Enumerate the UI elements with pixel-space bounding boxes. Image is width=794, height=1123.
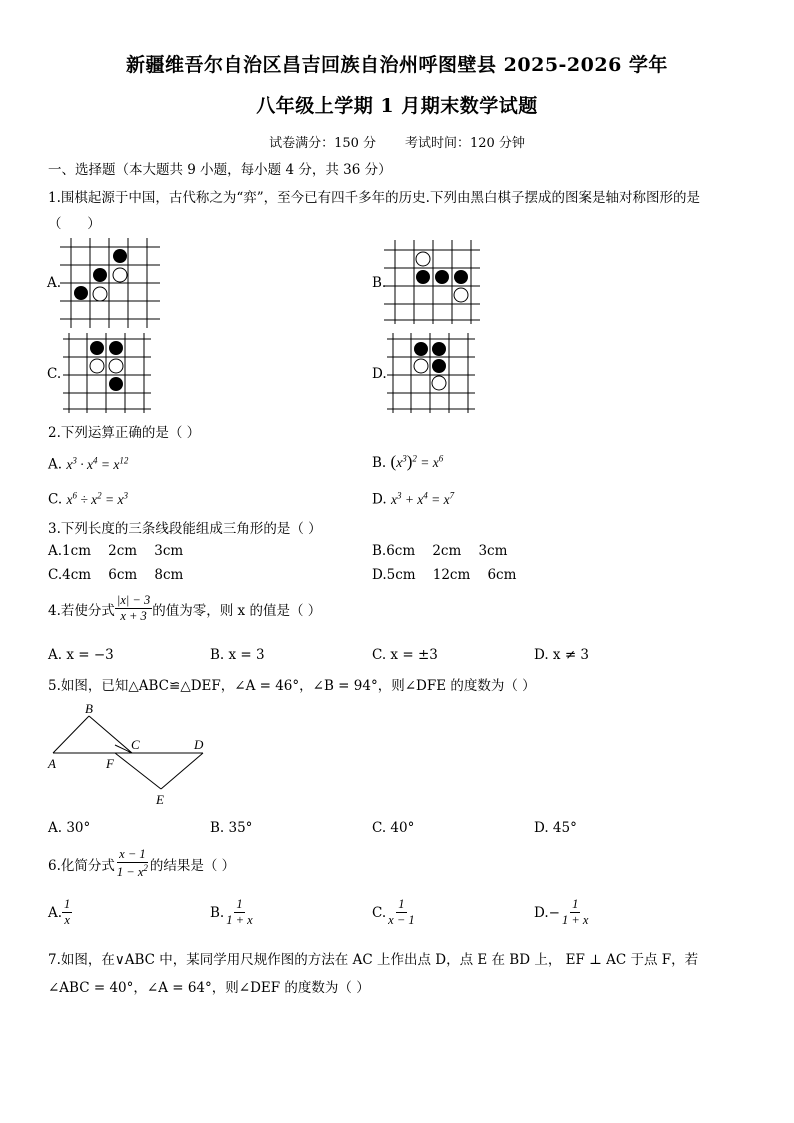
q7-stem-line1: 7.如图，在∨ABC 中，某同学用尺规作图的方法在 AC 上作出点 D，点 E 在 BD 上， EF ⊥ AC 于点 F，若 xyxy=(48,952,699,968)
go-board-b xyxy=(384,240,480,324)
q5-option-a[interactable]: A. 30° xyxy=(48,820,91,836)
q2-expr-c: $x^6 \div x^2 = x^3$ xyxy=(66,490,128,507)
point-f-label: F xyxy=(106,756,114,771)
black-stone xyxy=(113,249,127,263)
q4-stem xyxy=(48,594,321,623)
q1-label-a[interactable]: A. xyxy=(47,275,62,291)
q1-stem: 1.围棋起源于中国，古代称之为“弈”，至今已有四千多年的历史.下列由黑白棋子摆成的图案是轴对称图形的是 xyxy=(48,190,700,206)
section-heading: 一、选择题（本大题共 9 小题，每小题 4 分，共 36 分） xyxy=(48,162,392,178)
white-stone xyxy=(454,288,468,302)
q6-label-b: B. xyxy=(210,904,225,921)
white-stone xyxy=(432,376,446,390)
q6-option-c[interactable] xyxy=(372,898,417,927)
point-d-label: D xyxy=(194,737,204,752)
black-stone xyxy=(432,342,446,356)
go-board-c xyxy=(63,333,151,413)
q4-fraction: $\frac{|x| - 3}{x + 3}$ xyxy=(116,593,151,624)
q6-label-c: C. xyxy=(372,904,387,921)
q2-label-a: A. xyxy=(48,456,63,473)
q2-stem: 2.下列运算正确的是（ ） xyxy=(48,425,201,441)
point-e-label: E xyxy=(156,792,164,807)
q6-frac-a: $\frac{1}{x}$ xyxy=(64,897,71,928)
black-stone xyxy=(416,270,430,284)
q6-option-b[interactable] xyxy=(210,898,255,927)
q6-label-d: D.− xyxy=(534,904,560,921)
black-stone xyxy=(93,268,107,282)
q4-option-c[interactable]: C. x = ±3 xyxy=(372,647,438,663)
q1-label-d[interactable]: D. xyxy=(372,366,387,382)
black-stone xyxy=(90,341,104,355)
exam-meta: 试卷满分：150 分 考试时间：120 分钟 xyxy=(269,136,525,151)
point-c-label: C xyxy=(131,737,140,752)
q3-stem: 3.下列长度的三条线段能组成三角形的是（ ） xyxy=(48,521,322,537)
q7-stem-line2: ∠ABC = 40°，∠A = 64°，则∠DEF 的度数为（ ） xyxy=(48,980,370,996)
white-stone xyxy=(113,268,127,282)
q5-option-b[interactable]: B. 35° xyxy=(210,820,253,836)
q2-option-d[interactable] xyxy=(372,490,454,508)
triangle-figure xyxy=(45,698,215,810)
q4-option-b[interactable]: B. x = 3 xyxy=(210,647,265,663)
q1-label-b[interactable]: B. xyxy=(372,275,387,291)
q2-label-c: C. xyxy=(48,491,63,508)
q3-option-c[interactable]: C.4cm 6cm 8cm xyxy=(48,567,184,583)
q4-option-d[interactable]: D. x ≠ 3 xyxy=(534,647,590,663)
q5-option-d[interactable]: D. 45° xyxy=(534,820,577,836)
page-title: 新疆维吾尔自治区昌吉回族自治州呼图壁县 2025-2026 学年 xyxy=(126,54,668,76)
q2-option-b[interactable] xyxy=(372,452,443,472)
white-stone xyxy=(414,359,428,373)
black-stone xyxy=(74,286,88,300)
q6-prefix: 6.化简分式 xyxy=(48,857,115,874)
point-b-label: B xyxy=(85,701,93,716)
q6-option-a[interactable] xyxy=(48,898,72,927)
white-stone xyxy=(416,252,430,266)
black-stone xyxy=(414,342,428,356)
white-stone xyxy=(109,359,123,373)
q2-option-c[interactable] xyxy=(48,490,128,508)
q2-option-a[interactable] xyxy=(48,455,128,473)
go-board-a xyxy=(60,238,160,328)
white-stone xyxy=(90,359,104,373)
q5-stem: 5.如图，已知△ABC≌△DEF，∠A = 46°，∠B = 94°，则∠DFE 的度数为（ ） xyxy=(48,678,536,694)
q6-option-d[interactable] xyxy=(534,898,590,927)
point-a-label: A xyxy=(48,756,56,771)
q3-option-b[interactable]: B.6cm 2cm 3cm xyxy=(372,543,508,559)
q2-label-b: B. xyxy=(372,455,387,471)
q6-frac-c: $\frac{1}{x - 1}$ xyxy=(388,897,415,928)
q6-label-a: A. xyxy=(48,904,63,921)
black-stone xyxy=(435,270,449,284)
q4-option-a[interactable]: A. x = −3 xyxy=(48,647,114,663)
q3-option-a[interactable]: A.1cm 2cm 3cm xyxy=(48,543,184,559)
q2-expr-d: $x^3 + x^4 = x^7$ xyxy=(390,490,455,507)
q6-frac-d: $\frac{1}{1 + x}$ xyxy=(561,897,589,928)
q1-label-c[interactable]: C. xyxy=(47,366,62,382)
q2-label-d: D. xyxy=(372,491,387,508)
q4-prefix: 4.若使分式 xyxy=(48,602,115,619)
q2-expr-a: $x^3 \cdot x^4 = x^{12}$ xyxy=(66,455,129,472)
q5-option-c[interactable]: C. 40° xyxy=(372,820,415,836)
white-stone xyxy=(93,287,107,301)
black-stone xyxy=(432,359,446,373)
q3-option-d[interactable]: D.5cm 12cm 6cm xyxy=(372,567,517,583)
black-stone xyxy=(109,377,123,391)
q6-stem xyxy=(48,848,235,879)
q1-paren: （ ） xyxy=(48,216,101,232)
q6-fraction: $\frac{x - 1}{1 - x^2}$ xyxy=(116,847,148,880)
page-subtitle: 八年级上学期 1 月期末数学试题 xyxy=(256,95,538,117)
q6-frac-b: $\frac{1}{1 + x}$ xyxy=(226,897,253,928)
q6-suffix: 的结果是（ ） xyxy=(149,857,236,874)
q4-suffix: 的值为零，则 x 的值是（ ） xyxy=(152,602,322,619)
q2-expr-b: $(x^3)^2 = x^6$ xyxy=(390,452,444,471)
black-stone xyxy=(109,341,123,355)
black-stone xyxy=(454,270,468,284)
go-board-d xyxy=(387,333,475,413)
